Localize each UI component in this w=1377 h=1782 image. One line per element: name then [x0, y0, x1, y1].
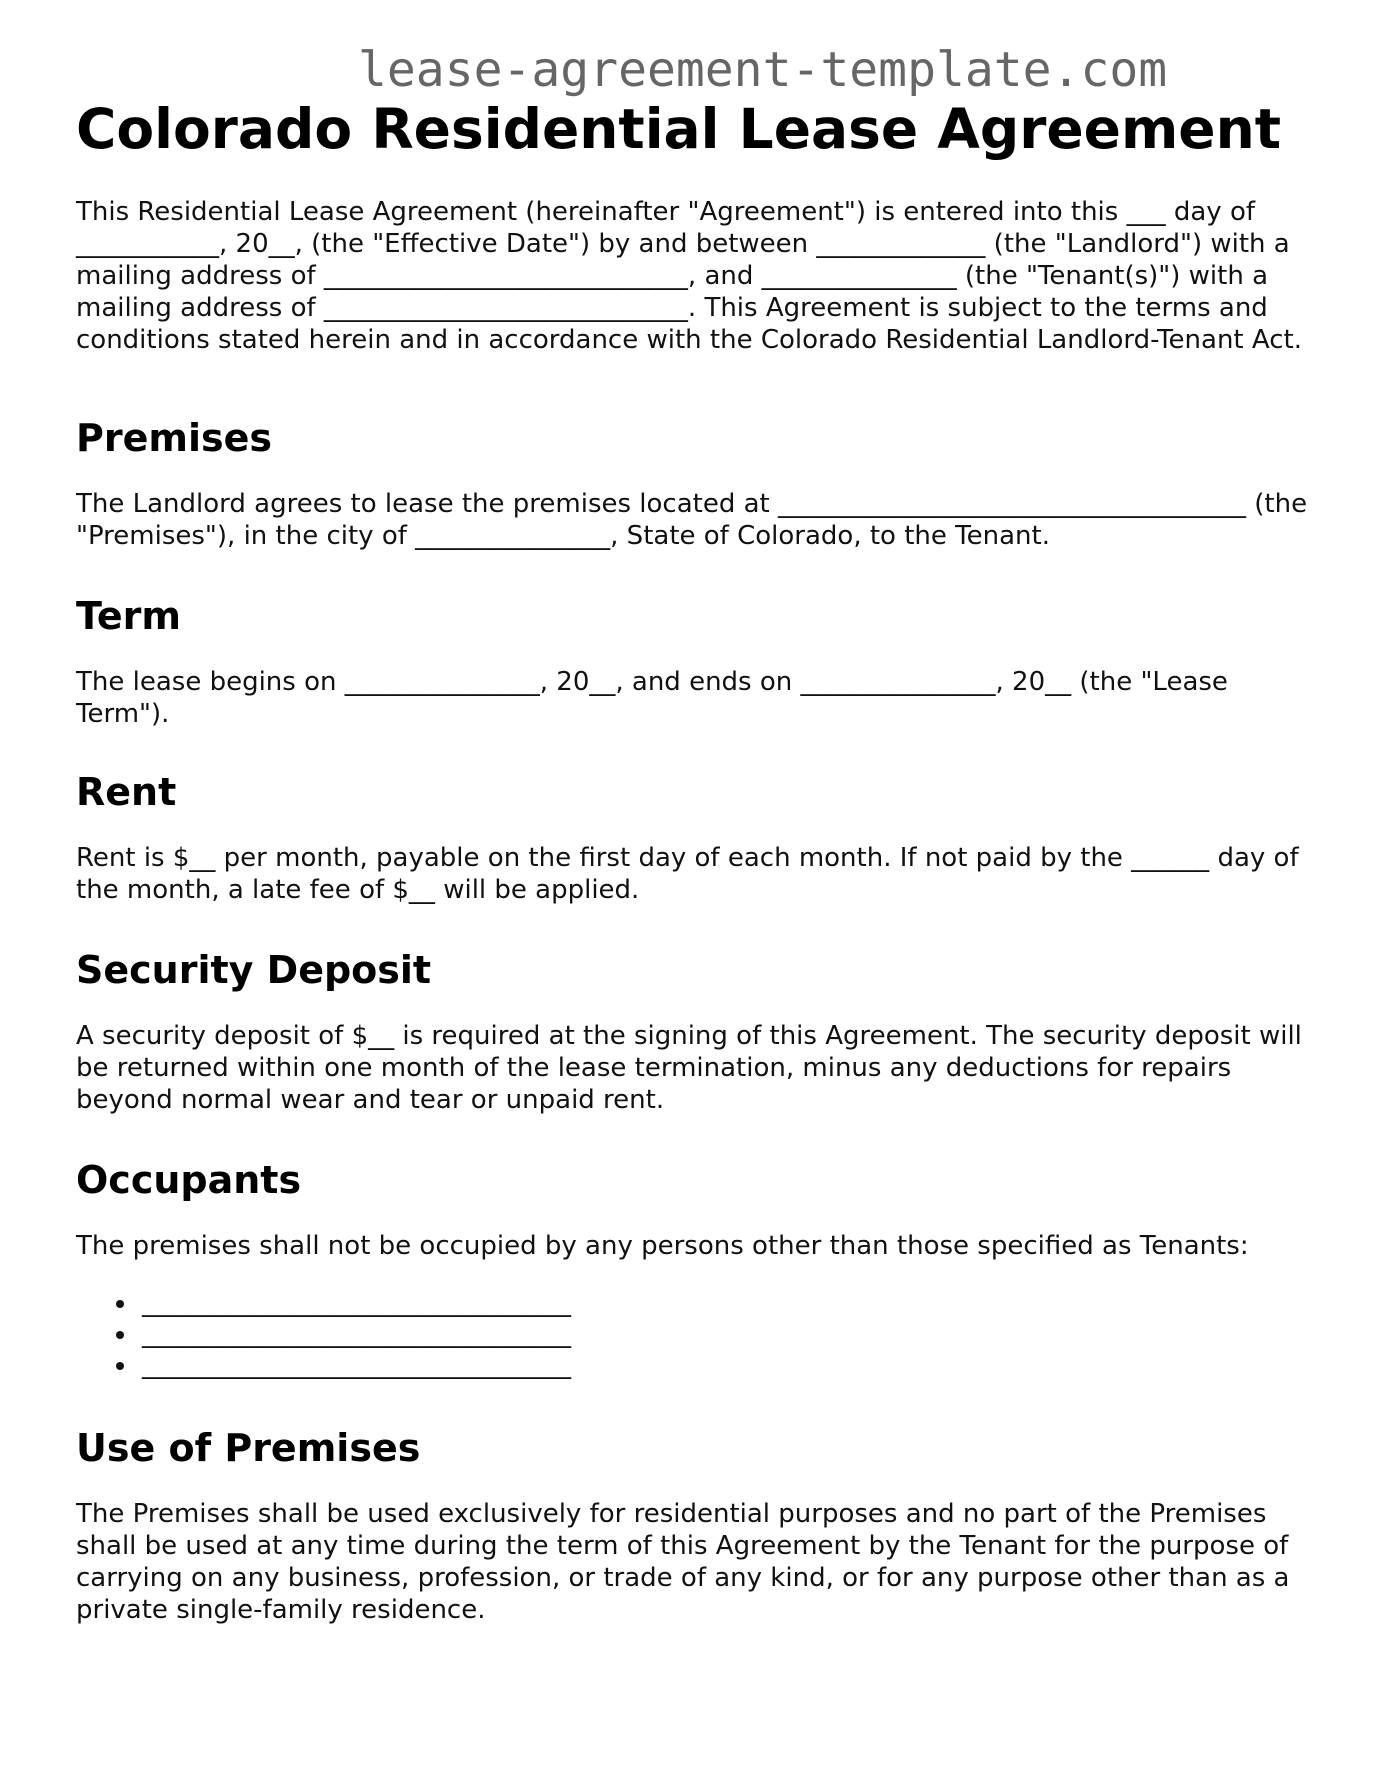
premises-text: The Landlord agrees to lease the premises located at ____________________________________ (the "Premises"), in the city of _______________, State of Colorado, to the Tenant. [76, 489, 1308, 551]
occupant-blank: _________________________________ [142, 1350, 1316, 1381]
section-term [76, 592, 1316, 730]
section-use-of-premises [76, 1424, 1316, 1626]
occupants-heading: Occupants [76, 1158, 302, 1202]
security-deposit-heading: Security Deposit [76, 948, 432, 992]
premises-heading: Premises [76, 416, 272, 460]
use-of-premises-text: The Premises shall be used exclusively for residential purposes and no part of the Premises shall be used at any time during the term of this Agreement by the Tenant for the purpose of carrying on any business, profession, or trade of any kind, or for any purpose other than as a private single-family residence. [76, 1499, 1290, 1625]
rent-text: Rent is $__ per month, payable on the first day of each month. If not paid by the ______ day of the month, a late fee of $__ will be applied. [76, 843, 1299, 905]
intro-paragraph: This Residential Lease Agreement (hereinafter "Agreement") is entered into this ___ day of ___________, 20__, (the "Effective Date") by and between _____________ (the "Landlord") with a mailing address of ____________________________, and _______________ (the "Tenant(s)") with a mailing address of ____________________________. This Agreement is subject to the terms and conditions stated herein and in accordance with the Colorado Residential Landlord-Tenant Act. [76, 197, 1302, 355]
occupant-blank: _________________________________ [142, 1319, 1316, 1350]
watermark-text: lease-agreement-template.com [358, 42, 1168, 98]
document-page [76, 92, 1316, 1625]
use-of-premises-heading: Use of Premises [76, 1426, 421, 1470]
occupants-list [76, 1288, 1316, 1381]
section-security-deposit [76, 946, 1316, 1116]
occupant-blank: _________________________________ [142, 1288, 1316, 1319]
rent-heading: Rent [76, 770, 177, 814]
term-text: The lease begins on _______________, 20__, and ends on _______________, 20__ (the "Lease Term"). [76, 667, 1228, 729]
security-deposit-text: A security deposit of $__ is required at the signing of this Agreement. The security deposit will be returned within one month of the lease termination, minus any deductions for repairs beyond normal wear and tear or unpaid rent. [76, 1021, 1302, 1115]
section-occupants [76, 1156, 1316, 1381]
occupants-text: The premises shall not be occupied by any persons other than those specified as Tenants: [76, 1231, 1249, 1261]
document-title: Colorado Residential Lease Agreement [76, 97, 1282, 161]
section-premises [76, 414, 1316, 552]
section-rent [76, 768, 1316, 906]
term-heading: Term [76, 594, 181, 638]
